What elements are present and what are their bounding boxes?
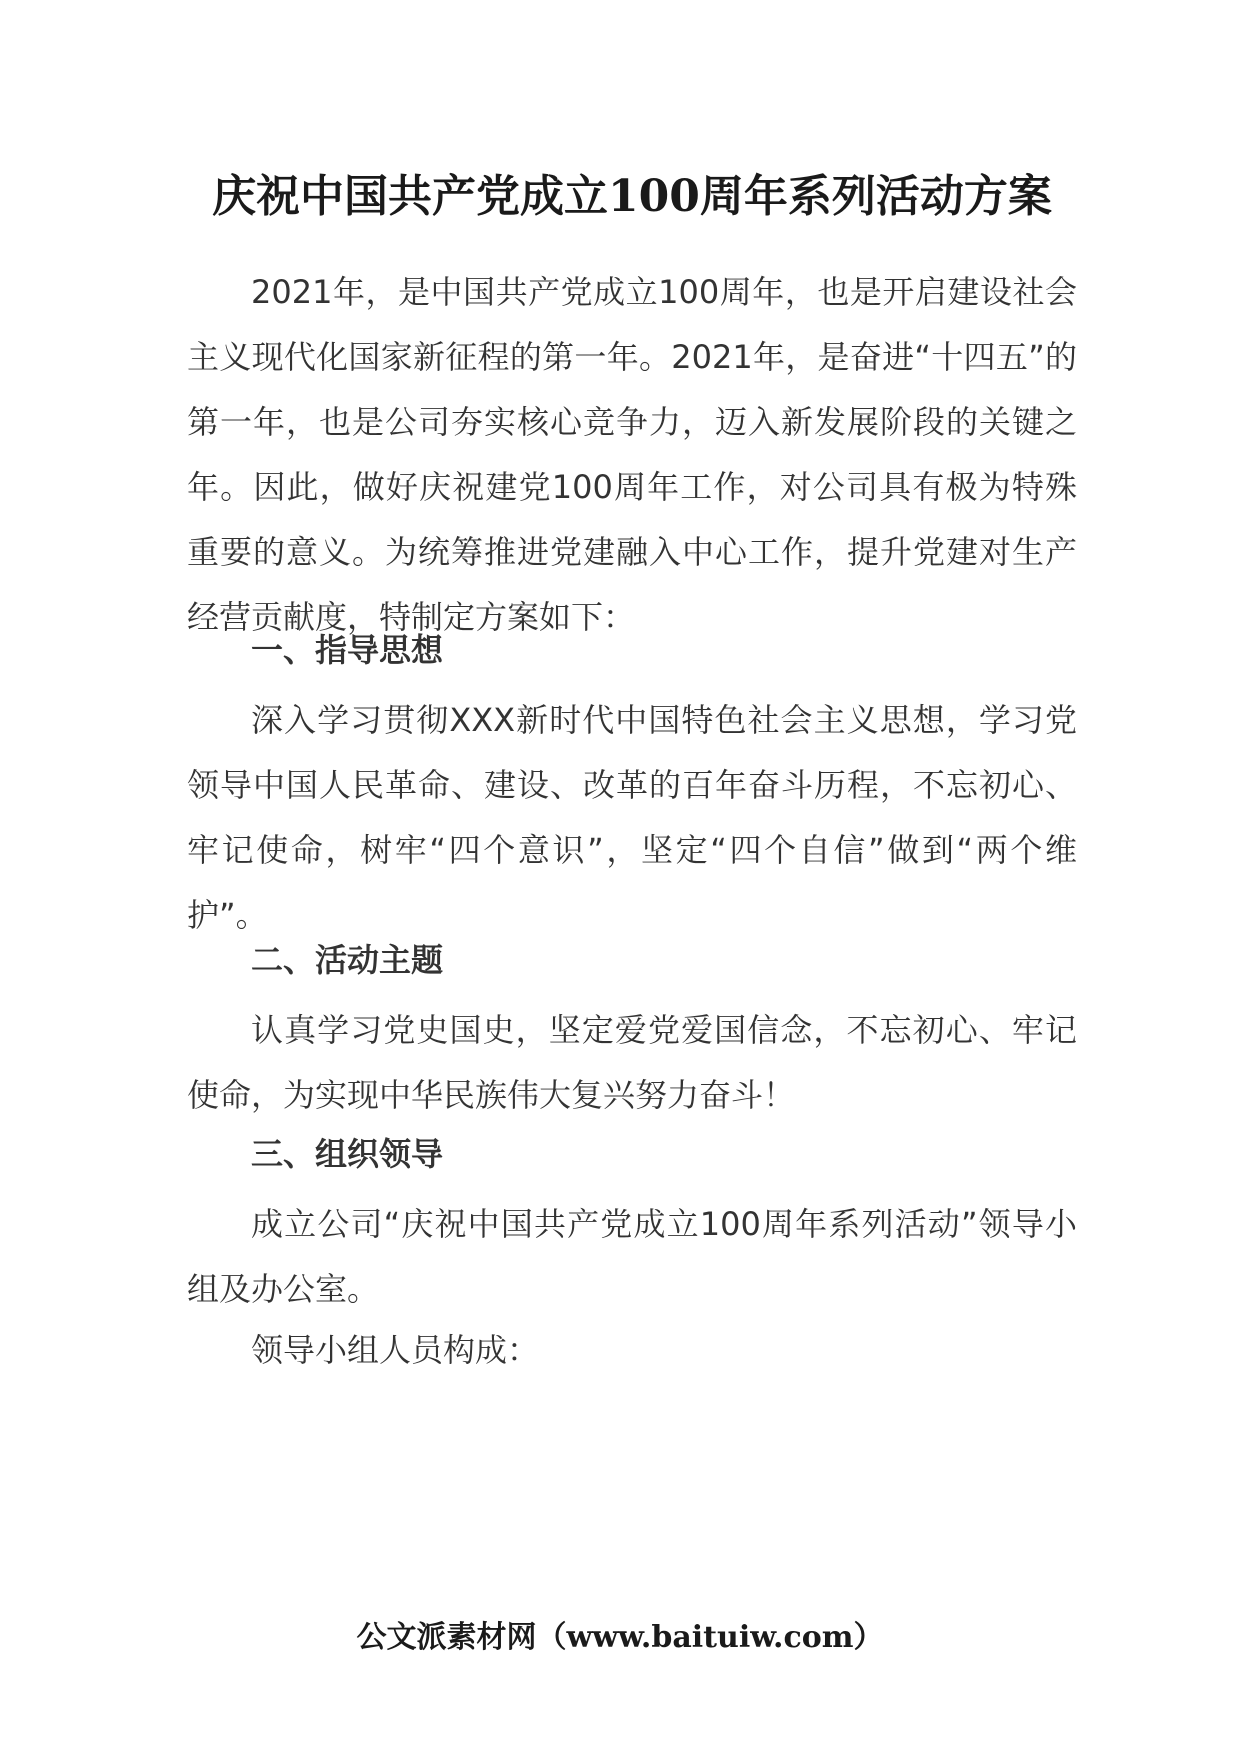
- document-body: [187, 260, 1077, 650]
- section-paragraph: 认真学习党史国史，坚定爱党爱国信念，不忘初心、牢记使命，为实现中华民族伟大复兴努力奋斗！: [187, 1011, 1077, 1114]
- section-paragraph: 领导小组人员构成：: [251, 1331, 540, 1369]
- section-heading: 一、指导思想: [251, 631, 444, 669]
- section-organization: [187, 1122, 1077, 1187]
- section-guiding-ideology: [187, 618, 1077, 683]
- section-activity-theme: [187, 928, 1077, 993]
- section-paragraph: 成立公司“庆祝中国共产党成立100周年系列活动”领导小组及办公室。: [187, 1205, 1077, 1308]
- section-organization-body: [187, 1192, 1077, 1322]
- section-organization-members: [187, 1318, 1077, 1383]
- section-heading: 三、组织领导: [251, 1135, 444, 1173]
- intro-paragraph: 2021年，是中国共产党成立100周年，也是开启建设社会主义现代化国家新征程的第一年。2021年，是奋进“十四五”的第一年，也是公司夯实核心竞争力，迈入新发展阶段的关键之年。因此，做好庆祝建党100周年工作，对公司具有极为特殊重要的意义。为统筹推进党建融入中心工作，提升党建对生产经营贡献度，特制定方案如下：: [187, 273, 1077, 636]
- section-paragraph: 深入学习贯彻XXX新时代中国特色社会主义思想，学习党领导中国人民革命、建设、改革的百年奋斗历程，不忘初心、牢记使命，树牢“四个意识”，坚定“四个自信”做到“两个维护”。: [187, 701, 1077, 934]
- section-activity-theme-body: [187, 998, 1077, 1128]
- document-page: [187, 0, 1077, 1754]
- document-title: 庆祝中国共产党成立100周年系列活动方案: [212, 171, 1052, 222]
- footer-watermark-text: 公文派素材网（www.baituiw.com）: [356, 1620, 884, 1655]
- section-guiding-ideology-body: [187, 688, 1077, 948]
- section-heading: 二、活动主题: [251, 941, 444, 979]
